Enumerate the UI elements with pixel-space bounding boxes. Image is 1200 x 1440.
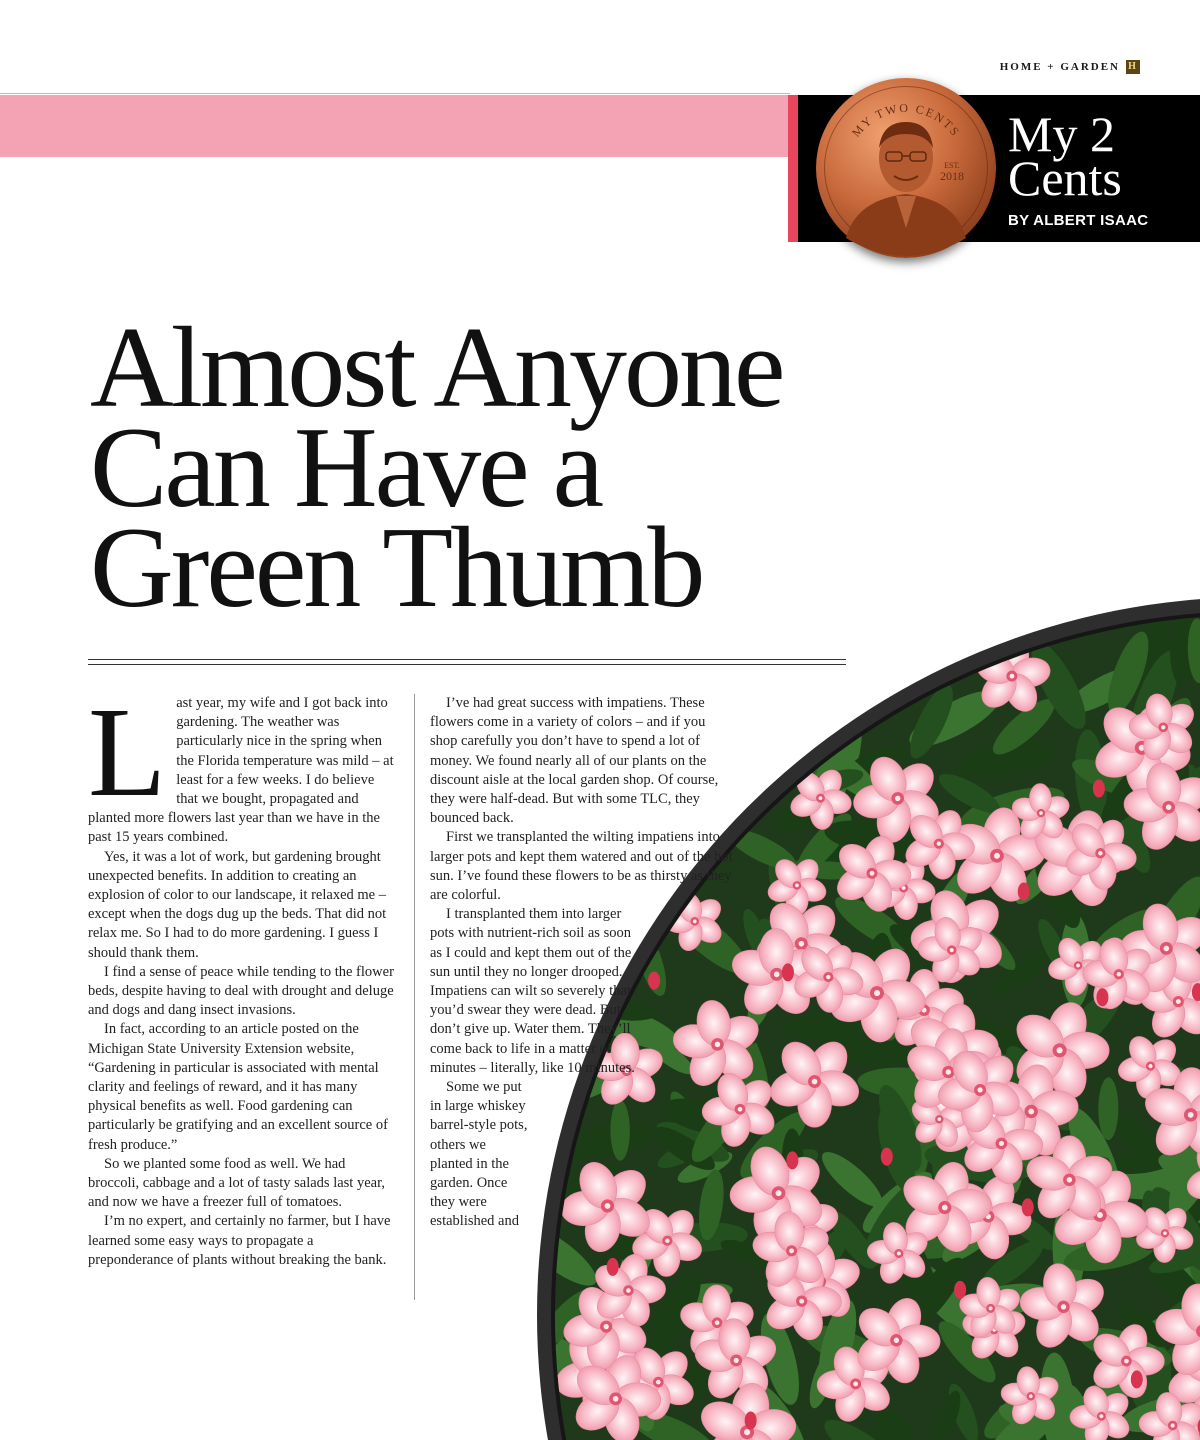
coin-est: EST. bbox=[944, 161, 960, 170]
column-byline: BY ALBERT ISAAC bbox=[1008, 212, 1149, 229]
body-paragraph: In fact, according to an article posted on the Michigan State University Extension website, “Gardening in particular is associated with mental clarity and feelings of reward, and it has many physical benefits as well. Food gardening can particularly be gratifying and an excellent source of fresh produce.” bbox=[88, 1021, 388, 1153]
body-paragraph: Yes, it was a lot of work, but gardening brought unexpected benefits. In addition to creating an explosion of color to our landscape, it relaxed me – except when the dogs dug up the beds. That did not relax me. So I had to do more gardening. I guess I should thank them. bbox=[88, 848, 387, 961]
coin-motto: MY TWO CENTS bbox=[848, 100, 964, 140]
column-divider bbox=[414, 694, 415, 1300]
body-paragraph: I’ve had great success with impatiens. These flowers come in a variety of colors – and if you shop carefully you don’t have to spend a lot of money. We found nearly all of our plants on the discount aisle at the local garden shop. Of course, they were half-dead. But with some TLC, they bounced back. bbox=[430, 695, 719, 827]
body-paragraph: I transplanted them into larger pots with nutrient-rich soil as soon as I could and kept them out of the sun until they no longer drooped. Impatiens can wilt so severely that you’d swear they were dead. But don’t give up. Water them. They’ll come back to life in a matter of minutes – literally, like 10 minutes. bbox=[430, 906, 635, 1076]
body-paragraph: First we transplanted the wilting impatiens into larger pots and kept them watered and out of the hot sun. I’ve found these flowers to be as thirsty as they are colorful. bbox=[430, 829, 733, 904]
headline-line: Can Have a bbox=[90, 404, 602, 532]
article-column-left bbox=[88, 681, 398, 1270]
section-name: HOME + GARDEN bbox=[999, 61, 1120, 73]
headline-line: Green Thumb bbox=[90, 504, 703, 632]
article-column-right bbox=[430, 694, 736, 1232]
section-badge: H bbox=[1126, 60, 1140, 74]
drop-cap: L bbox=[88, 681, 167, 823]
column-title-line: My 2 bbox=[1008, 106, 1115, 162]
body-paragraph: Some we put in large whiskey barrel-style pots, others we planted in the garden. Once they were established and bbox=[430, 1079, 528, 1230]
coin-year: 2018 bbox=[940, 169, 964, 183]
body-paragraph: I’m no expert, and certainly no farmer, but I have learned some easy ways to propagate a preponderance of plants without breaking the bank. bbox=[88, 1213, 391, 1268]
body-paragraph: ast year, my wife and I got back into gardening. The weather was particularly nice in the spring when the Florida temperature was mild – at least for a few weeks. I do believe that we bought, propagated and planted more flowers last year than we have in the past 15 years combined. bbox=[88, 695, 394, 846]
headline-line: Almost Anyone bbox=[90, 304, 783, 432]
column-title-line: Cents bbox=[1008, 150, 1122, 206]
body-paragraph: I find a sense of peace while tending to the flower beds, despite having to deal with drought and deluge and dogs and dang insect invasions. bbox=[88, 963, 394, 1019]
body-paragraph: So we planted some food as well. We had broccoli, cabbage and a lot of tasty salads last year, and now we have a freezer full of tomatoes. bbox=[88, 1155, 385, 1211]
